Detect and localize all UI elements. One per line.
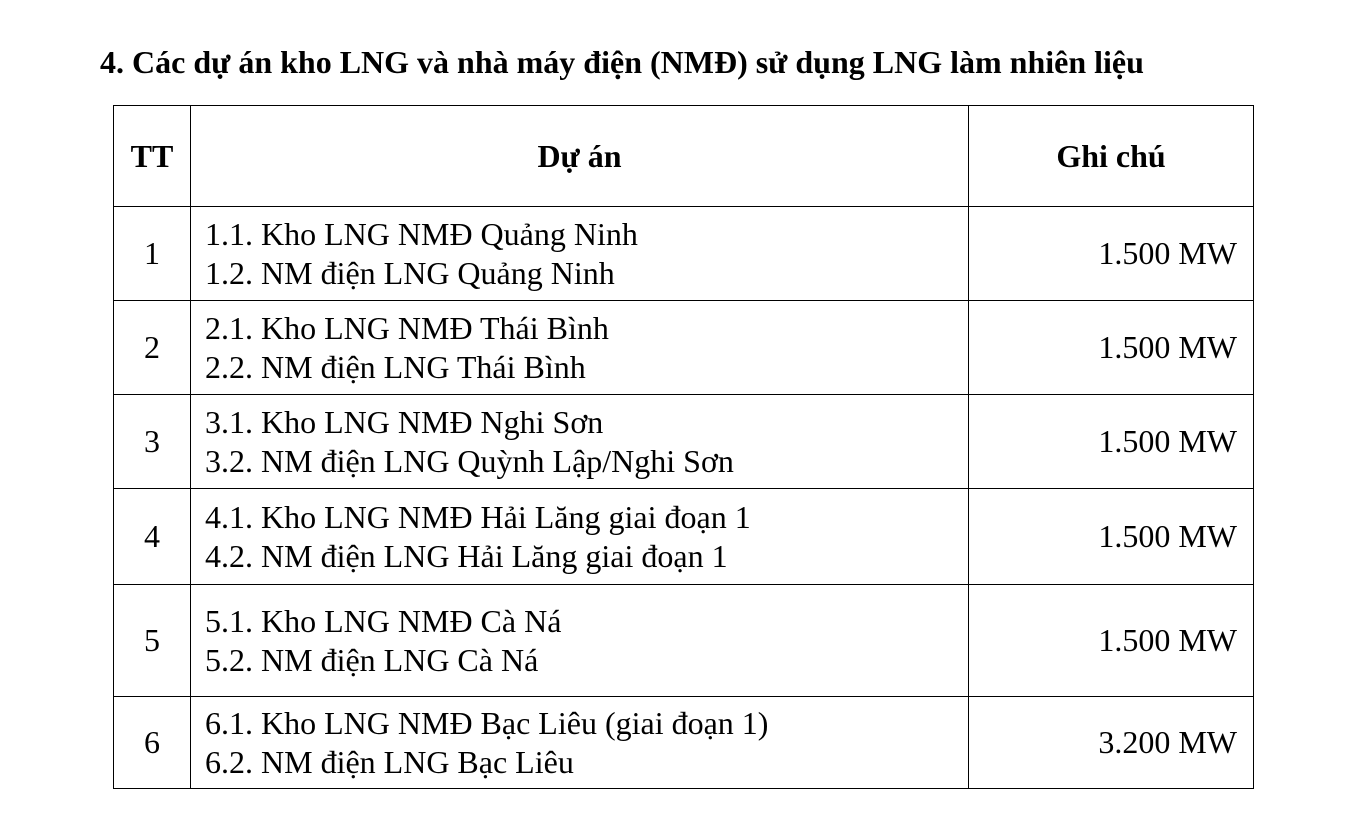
table-row <box>114 489 1254 585</box>
project-line: 4.1. Kho LNG NMĐ Hải Lăng giai đoạn 1 <box>205 498 751 535</box>
row-number: 6 <box>114 697 191 789</box>
row-number: 3 <box>114 395 191 489</box>
project-cell <box>191 207 969 301</box>
project-line: 2.2. NM điện LNG Thái Bình <box>205 348 586 385</box>
project-cell <box>191 301 969 395</box>
project-line: 3.2. NM điện LNG Quỳnh Lập/Nghi Sơn <box>205 442 734 479</box>
project-line: 4.2. NM điện LNG Hải Lăng giai đoạn 1 <box>205 537 728 574</box>
table-header-row <box>114 106 1254 207</box>
row-number: 5 <box>114 585 191 697</box>
project-cell <box>191 395 969 489</box>
note-cell: 1.500 MW <box>969 585 1254 697</box>
column-header-note: Ghi chú <box>969 106 1254 207</box>
note-cell: 1.500 MW <box>969 207 1254 301</box>
page-title: 4. Các dự án kho LNG và nhà máy điện (NMĐ) sử dụng LNG làm nhiên liệu <box>100 44 1144 80</box>
note-cell: 3.200 MW <box>969 697 1254 789</box>
table-row <box>114 395 1254 489</box>
row-number: 1 <box>114 207 191 301</box>
project-cell <box>191 697 969 789</box>
row-number: 4 <box>114 489 191 585</box>
column-header-tt: TT <box>114 106 191 207</box>
table-row <box>114 301 1254 395</box>
table-row <box>114 207 1254 301</box>
project-cell <box>191 585 969 697</box>
project-line: 1.2. NM điện LNG Quảng Ninh <box>205 254 615 291</box>
row-number: 2 <box>114 301 191 395</box>
table-row <box>114 585 1254 697</box>
project-line: 3.1. Kho LNG NMĐ Nghi Sơn <box>205 403 604 440</box>
note-cell: 1.500 MW <box>969 489 1254 585</box>
project-line: 5.1. Kho LNG NMĐ Cà Ná <box>205 602 562 639</box>
project-cell <box>191 489 969 585</box>
column-header-project: Dự án <box>191 106 969 207</box>
project-line: 6.1. Kho LNG NMĐ Bạc Liêu (giai đoạn 1) <box>205 704 769 741</box>
table-row <box>114 697 1254 789</box>
project-line: 5.2. NM điện LNG Cà Ná <box>205 641 539 678</box>
project-line: 2.1. Kho LNG NMĐ Thái Bình <box>205 309 609 346</box>
project-table <box>113 105 1254 789</box>
note-cell: 1.500 MW <box>969 301 1254 395</box>
project-line: 6.2. NM điện LNG Bạc Liêu <box>205 743 574 780</box>
project-line: 1.1. Kho LNG NMĐ Quảng Ninh <box>205 215 638 252</box>
note-cell: 1.500 MW <box>969 395 1254 489</box>
